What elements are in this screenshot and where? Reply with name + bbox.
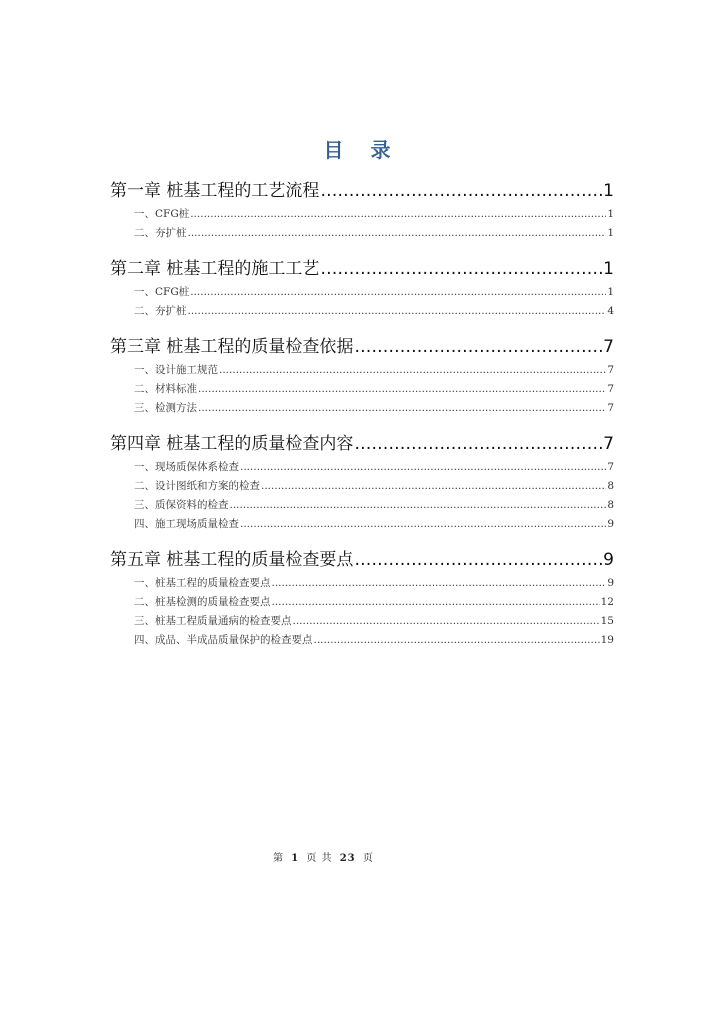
dot-leader <box>190 208 606 220</box>
toc-section-4-4[interactable] <box>110 516 614 535</box>
section-title: 四、施工现场质量检查 <box>134 518 239 530</box>
toc-section-5-2[interactable] <box>110 594 614 613</box>
chapter-title: 第四章 桩基工程的质量检查内容 <box>110 434 354 454</box>
section-title: 三、检测方法 <box>134 402 197 414</box>
dot-leader <box>320 181 602 201</box>
footer-prefix: 第 <box>273 853 284 864</box>
dot-leader <box>354 337 602 357</box>
dot-leader <box>272 577 607 589</box>
toc-section-2-2[interactable] <box>110 303 614 322</box>
toc-section-5-1[interactable] <box>110 575 614 594</box>
dot-leader <box>314 634 600 646</box>
dot-leader <box>354 550 602 570</box>
chapter-page-number: 1 <box>603 181 614 201</box>
toc-chapter-1[interactable] <box>110 176 614 200</box>
chapter-page-number: 9 <box>603 550 614 570</box>
section-title: 一、现场质保体系检查 <box>134 461 239 473</box>
dot-leader <box>190 286 606 298</box>
section-page-number: 19 <box>600 634 614 646</box>
toc-chapter-2[interactable] <box>110 254 614 278</box>
footer-suffix: 页 <box>362 853 374 864</box>
section-title: 一、桩基工程的质量检查要点 <box>134 577 271 589</box>
toc-section-2-1[interactable] <box>110 284 614 303</box>
table-of-contents <box>110 176 614 651</box>
dot-leader <box>261 480 606 492</box>
section-page-number: 8 <box>607 499 614 511</box>
chapter-title: 第三章 桩基工程的质量检查依据 <box>110 337 354 357</box>
section-title: 三、质保资料的检查 <box>134 499 229 511</box>
dot-leader <box>219 364 606 376</box>
section-page-number: 1 <box>607 286 614 298</box>
toc-title: 目 录 <box>323 138 401 162</box>
dot-leader <box>188 227 607 239</box>
page-footer <box>273 849 374 864</box>
section-page-number: 4 <box>607 305 614 317</box>
section-title: 二、材料标准 <box>134 383 197 395</box>
section-title: 三、桩基工程质量通病的检查要点 <box>134 615 292 627</box>
section-title: 一、CFG桩 <box>134 286 190 298</box>
footer-current-page: 1 <box>291 853 300 864</box>
chapter-title: 第五章 桩基工程的质量检查要点 <box>110 550 354 570</box>
toc-section-4-3[interactable] <box>110 497 614 516</box>
toc-section-1-1[interactable] <box>110 206 614 225</box>
dot-leader <box>230 499 607 511</box>
toc-section-5-4[interactable] <box>110 632 614 651</box>
section-title: 二、设计图纸和方案的检查 <box>134 480 260 492</box>
chapter-title: 第一章 桩基工程的工艺流程 <box>110 181 320 201</box>
dot-leader <box>240 461 606 473</box>
dot-leader <box>188 305 607 317</box>
footer-middle: 页 共 <box>306 853 333 864</box>
toc-section-3-3[interactable] <box>110 400 614 419</box>
footer-total-pages: 23 <box>339 853 356 864</box>
section-title: 一、CFG桩 <box>134 208 190 220</box>
section-page-number: 1 <box>607 208 614 220</box>
section-title: 二、夯扩桩 <box>134 305 187 317</box>
toc-section-4-1[interactable] <box>110 459 614 478</box>
section-page-number: 9 <box>607 518 614 530</box>
chapter-page-number: 7 <box>603 337 614 357</box>
dot-leader <box>320 259 602 279</box>
dot-leader <box>354 434 602 454</box>
section-title: 一、设计施工规范 <box>134 364 218 376</box>
section-page-number: 8 <box>607 480 614 492</box>
chapter-title: 第二章 桩基工程的施工工艺 <box>110 259 320 279</box>
toc-section-4-2[interactable] <box>110 478 614 497</box>
chapter-page-number: 1 <box>603 259 614 279</box>
chapter-page-number: 7 <box>603 434 614 454</box>
section-title: 二、夯扩桩 <box>134 227 187 239</box>
dot-leader <box>272 596 600 608</box>
toc-section-1-2[interactable] <box>110 225 614 244</box>
toc-chapter-5[interactable] <box>110 545 614 569</box>
toc-section-3-2[interactable] <box>110 381 614 400</box>
section-page-number: 7 <box>607 364 614 376</box>
section-page-number: 7 <box>607 461 614 473</box>
section-page-number: 7 <box>607 383 614 395</box>
section-page-number: 12 <box>600 596 614 608</box>
section-page-number: 1 <box>607 227 614 239</box>
dot-leader <box>198 383 606 395</box>
section-title: 二、桩基检测的质量检查要点 <box>134 596 271 608</box>
section-title: 四、成品、半成品质量保护的检查要点 <box>134 634 313 646</box>
section-page-number: 9 <box>607 577 614 589</box>
section-page-number: 7 <box>607 402 614 414</box>
dot-leader <box>198 402 606 414</box>
toc-chapter-4[interactable] <box>110 429 614 453</box>
toc-section-3-1[interactable] <box>110 362 614 381</box>
section-page-number: 15 <box>600 615 614 627</box>
toc-chapter-3[interactable] <box>110 332 614 356</box>
toc-section-5-3[interactable] <box>110 613 614 632</box>
dot-leader <box>293 615 600 627</box>
dot-leader <box>240 518 606 530</box>
